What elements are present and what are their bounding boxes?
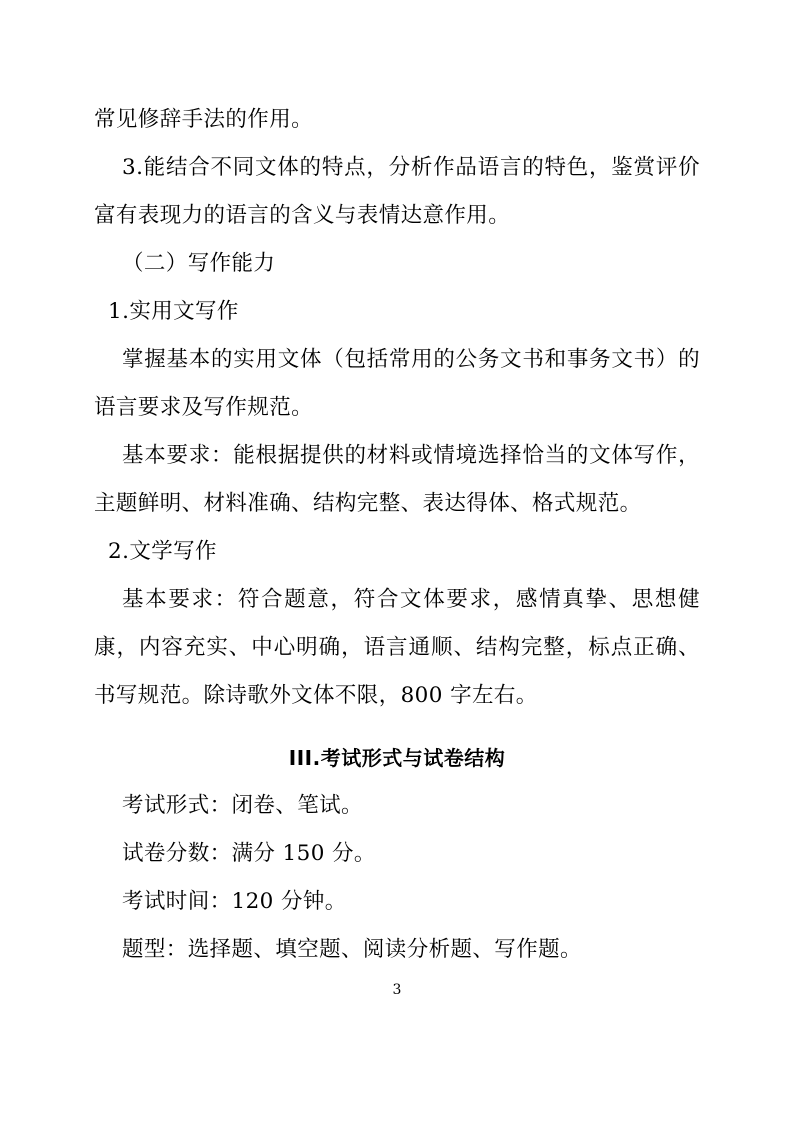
paragraph-exam-format: 考试形式：闭卷、笔试。 xyxy=(122,793,363,818)
page-number: 3 xyxy=(392,982,402,998)
paragraph-continuation: 常见修辞手法的作用。 xyxy=(94,107,314,132)
heading-spacer xyxy=(94,720,700,728)
paragraph-question-types: 题型：选择题、填空题、阅读分析题、写作题。 xyxy=(122,937,582,962)
paragraph-literary-writing-requirements: 基本要求：符合题意，符合文体要求，感情真挚、思想健康，内容充实、中心明确，语言通顺、结构完整，标点正确、书写规范。除诗歌外文体不限，800 字左右。 xyxy=(94,587,700,708)
subsection-heading-writing-ability: （二）写作能力 xyxy=(122,251,276,276)
paragraph-reading-item-3: 3.能结合不同文体的特点，分析作品语言的特色，鉴赏评价富有表现力的语言的含义与表情达意作用。 xyxy=(94,155,700,228)
paragraph-exam-score: 试卷分数：满分 150 分。 xyxy=(122,841,376,866)
list-item-literary-writing: 2.文学写作 xyxy=(108,539,217,564)
paragraph-practical-writing-description: 掌握基本的实用文体（包括常用的公务文书和事务文书）的语言要求及写作规范。 xyxy=(94,347,700,420)
section-heading-exam-format: III.考试形式与试卷结构 xyxy=(288,746,506,770)
list-item-practical-writing: 1.实用文写作 xyxy=(108,299,239,324)
paragraph-practical-writing-requirements: 基本要求：能根据提供的材料或情境选择恰当的文体写作，主题鲜明、材料准确、结构完整、表达得体、格式规范。 xyxy=(94,443,700,516)
paragraph-exam-duration: 考试时间：120 分钟。 xyxy=(122,889,347,914)
document-body xyxy=(94,96,700,974)
